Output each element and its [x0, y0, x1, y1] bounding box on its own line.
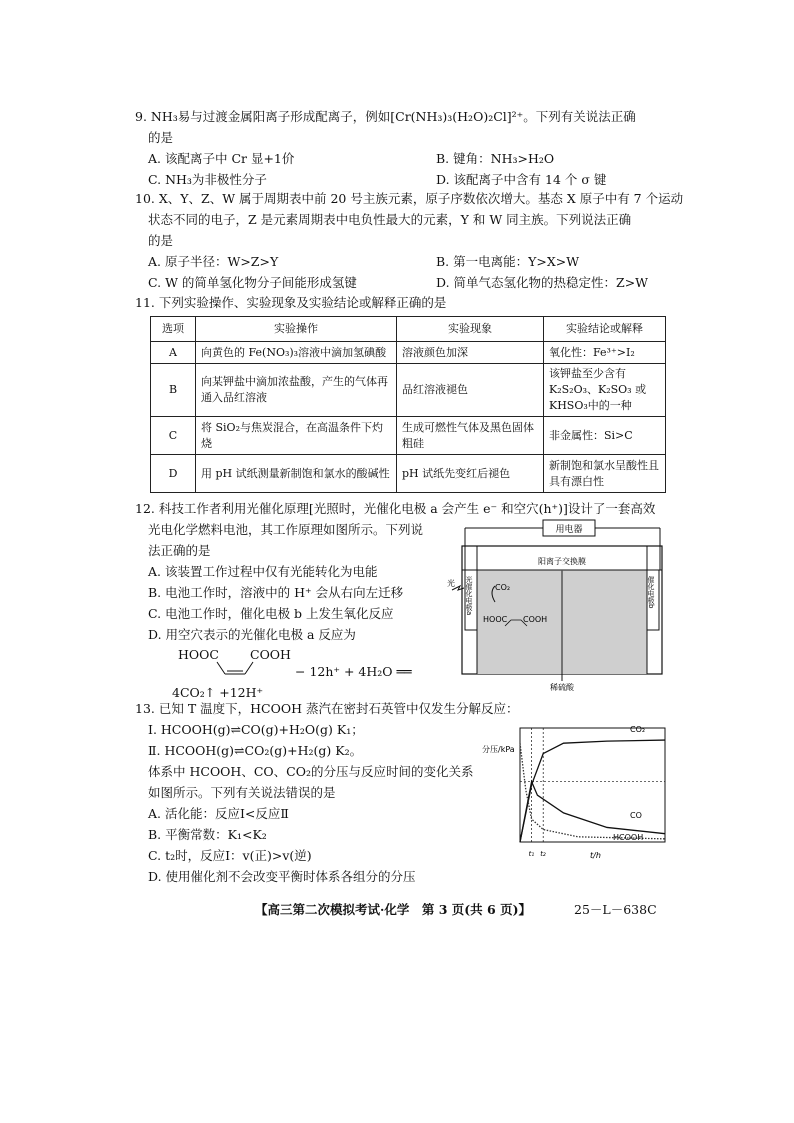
series-label-0: CO₂ — [630, 725, 646, 734]
q10-option-a: A. 原子半径：W>Z>Y — [148, 254, 279, 269]
q13-stem-2: 体系中 HCOOH、CO、CO₂的分压与反应时间的变化关系 — [148, 764, 474, 779]
q12-option-c: C. 电池工作时，催化电极 b 上发生氧化反应 — [148, 606, 394, 621]
x-axis-label: t/h — [590, 851, 601, 860]
row-conclusion: 氧化性：Fe³⁺>I₂ — [544, 342, 666, 364]
row-option: C — [151, 417, 196, 455]
eq-cis-double-bond — [215, 660, 255, 680]
row-phenomenon: pH 试纸先变红后褪色 — [397, 455, 544, 493]
table-row — [151, 417, 666, 455]
series-line-0 — [520, 740, 665, 842]
acid-label: 稀硫酸 — [550, 683, 574, 692]
row-operation: 向黄色的 Fe(NO₃)₃溶液中滴加氢碘酸 — [196, 342, 397, 364]
q12-option-d: D. 用空穴表示的光催化电极 a 反应为 — [148, 627, 356, 642]
q9-option-a: A. 该配离子中 Cr 显+1价 — [148, 151, 295, 166]
header-conclusion: 实验结论或解释 — [544, 317, 666, 342]
header-phenomenon: 实验现象 — [397, 317, 544, 342]
y-axis-label: 分压/kPa — [482, 745, 515, 754]
header-operation: 实验操作 — [196, 317, 397, 342]
q13-option-d: D. 使用催化剂不会改变平衡时体系各组分的分压 — [148, 869, 416, 884]
footer-title: 【高三第二次模拟考试·化学 第 3 页(共 6 页)】 — [255, 902, 531, 917]
q9-option-c: C. NH₃为非极性分子 — [148, 172, 267, 187]
q12-stem-3: 法正确的是 — [148, 543, 211, 558]
eq-products: 4CO₂↑ +12H⁺ — [172, 685, 264, 700]
row-conclusion: 非金属性：Si>C — [544, 417, 666, 455]
x-tick-t1: t₁ — [528, 850, 535, 858]
fuel-cell-diagram — [447, 518, 670, 693]
header-option: 选项 — [151, 317, 196, 342]
table-header-row — [151, 317, 666, 342]
q10-stem-3: 的是 — [148, 233, 174, 248]
row-conclusion: 该钾盐至少含有 K₂S₂O₃、K₂SO₃ 或 KHSO₃中的一种 — [544, 364, 666, 417]
electrode-a-label: 光催化电极a — [465, 576, 473, 616]
q9-stem: 9. NH₃易与过渡金属阳离子形成配离子，例如[Cr(NH₃)₃(H₂O)₂Cl]²⁺。下列有关说法正确 — [135, 109, 636, 124]
hooc-label: HOOC — [483, 615, 508, 624]
row-conclusion: 新制饱和氯水呈酸性且具有漂白性 — [544, 455, 666, 493]
plot-frame — [520, 728, 665, 842]
q10-stem: 10. X、Y、Z、W 属于周期表中前 20 号主族元素，原子序数依次增大。基态 X 原子中有 7 个运动 — [135, 191, 684, 206]
row-phenomenon: 品红溶液褪色 — [397, 364, 544, 417]
q13-stem-3: 如图所示。下列有关说法错误的是 — [148, 785, 336, 800]
cooh-label: COOH — [523, 615, 548, 624]
row-option: A — [151, 342, 196, 364]
q12-option-b: B. 电池工作时，溶液中的 H⁺ 会从右向左迁移 — [148, 585, 404, 600]
q13-reaction-2: Ⅱ. HCOOH(g)⇌CO₂(g)+H₂(g) K₂。 — [148, 743, 363, 758]
q10-stem-2: 状态不同的电子，Z 是元素周期表中电负性最大的元素，Y 和 W 同主族。下列说法正确 — [148, 212, 632, 227]
row-phenomenon: 溶液颜色加深 — [397, 342, 544, 364]
q9-option-b: B. 键角：NH₃>H₂O — [436, 151, 555, 166]
q10-option-b: B. 第一电离能：Y>X>W — [436, 254, 580, 269]
partial-pressure-chart — [480, 720, 670, 870]
q13-reaction-1: Ⅰ. HCOOH(g)⇌CO(g)+H₂O(g) K₁； — [148, 722, 364, 737]
q9-option-d: D. 该配离子中含有 14 个 σ 键 — [436, 172, 607, 187]
row-phenomenon: 生成可燃性气体及黑色固体粗硅 — [397, 417, 544, 455]
row-option: B — [151, 364, 196, 417]
electrode-b-label: 催化电极b — [647, 576, 655, 609]
eq-reaction: − 12h⁺ + 4H₂O ══ — [295, 664, 412, 679]
series-label-1: CO — [630, 811, 642, 820]
q13-option-c: C. t₂时，反应Ⅰ：v(正)>v(逆) — [148, 848, 312, 863]
experiment-table — [150, 316, 666, 493]
q13-stem: 13. 已知 T 温度下，HCOOH 蒸汽在密封石英管中仅发生分解反应： — [135, 701, 519, 716]
x-tick-t2: t₂ — [540, 850, 546, 858]
q13-option-b: B. 平衡常数：K₁<K₂ — [148, 827, 267, 842]
table-row — [151, 364, 666, 417]
row-option: D — [151, 455, 196, 493]
table-row — [151, 455, 666, 493]
q10-option-c: C. W 的简单氢化物分子间能形成氢键 — [148, 275, 357, 290]
q10-option-d: D. 简单气态氢化物的热稳定性：Z>W — [436, 275, 649, 290]
eq-hooc: HOOC — [178, 647, 219, 662]
row-operation: 用 pH 试纸测量新制饱和氯水的酸碱性 — [196, 455, 397, 493]
row-operation: 将 SiO₂与焦炭混合，在高温条件下灼烧 — [196, 417, 397, 455]
light-label: 光 — [447, 579, 455, 588]
series-line-1 — [520, 782, 665, 842]
load-label: 用电器 — [555, 525, 583, 535]
q9-stem-2: 的是 — [148, 130, 174, 145]
q11-stem: 11. 下列实验操作、实验现象及实验结论或解释正确的是 — [135, 295, 447, 310]
table-row — [151, 342, 666, 364]
co2-label: CO₂ — [495, 583, 511, 592]
membrane-label: 阳离子交换膜 — [538, 557, 586, 566]
footer-code: 25－L－638C — [574, 902, 657, 917]
series-label-2: HCOOH — [613, 833, 644, 842]
q12-stem: 12. 科技工作者利用光催化原理[光照时，光催化电极 a 会产生 e⁻ 和空穴(h⁺)]设计了一套高效 — [135, 501, 656, 516]
q13-option-a: A. 活化能：反应Ⅰ<反应Ⅱ — [148, 806, 289, 821]
row-operation: 向某钾盐中滴加浓盐酸，产生的气体再通入品红溶液 — [196, 364, 397, 417]
q12-stem-2: 光电化学燃料电池，其工作原理如图所示。下列说 — [148, 522, 424, 537]
eq-cooh: COOH — [250, 647, 291, 662]
q12-option-a: A. 该装置工作过程中仅有光能转化为电能 — [148, 564, 378, 579]
